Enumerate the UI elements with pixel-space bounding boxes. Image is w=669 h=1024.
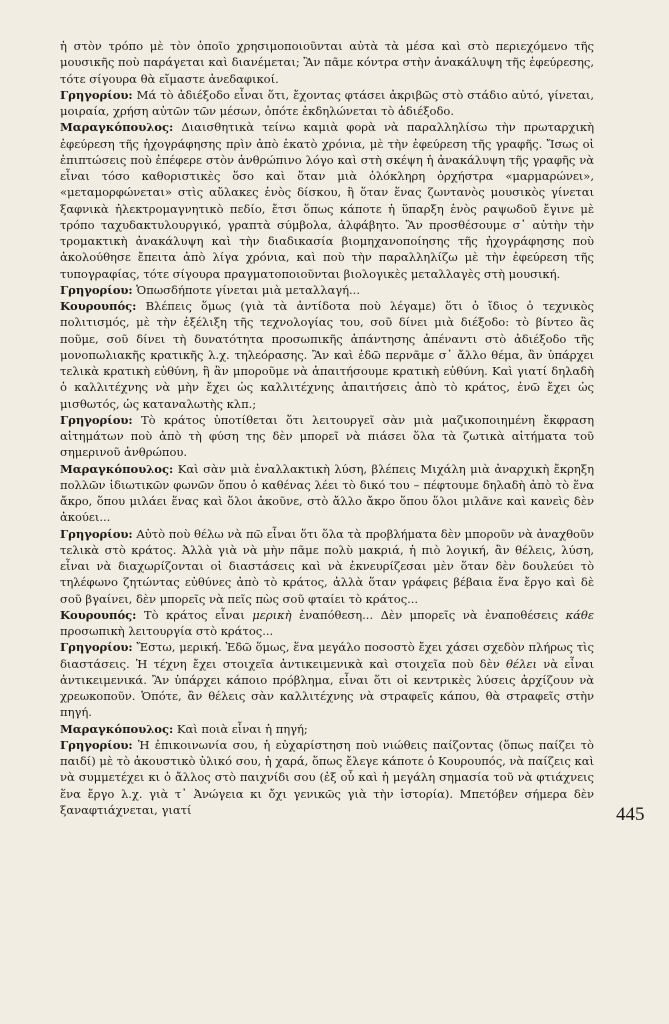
paragraph-text: Καὶ ποιὰ εἶναι ἡ πηγή; (173, 721, 308, 736)
paragraph-text: Αὐτὸ ποὺ θέλω νὰ πῶ εἶναι ὅτι ὅλα τὰ προβλήματα δὲν μποροῦν νὰ ἀναχθοῦν τελικὰ στὸ κράτος. Ἀλλὰ γιὰ νὰ μὴν πᾶμε πολὺ μακριά, ἡ πιὸ λογική, ἂν θέλεις, λύση, εἶναι νὰ διαχωρίζονται οἱ διαστάσεις καὶ νὰ ἐκνευρίζεσαι μὲν ὅταν δὲν δουλεύει τὸ τηλέφωνο ζητώντας εὐθύνες ἀπὸ τὸ κράτος, ἀλλὰ ὅταν γράφεις βέβαια ἕνα ἔργο καὶ δὲ σοῦ βγαίνει, δὲν μπορεῖς νὰ πεῖς πὼς σοῦ φταίει τὸ κράτος... (60, 526, 594, 606)
speaker-name: Γρηγορίου: (60, 737, 133, 752)
paragraph-text: Ὁπωσδήποτε γίνεται μιὰ μεταλλαγή... (132, 282, 360, 297)
speaker-name: Γρηγορίου: (60, 640, 133, 655)
speaker-name: Γρηγορίου: (60, 282, 133, 297)
paragraph-text: Τὸ κράτος ὑποτίθεται ὅτι λειτουργεῖ σὰν μιὰ μαζικοποιημένη ἔκφραση αἰτημάτων ποὺ ἀπὸ τὴ φύση της δὲν μπορεῖ νὰ πιάσει ὅλα τὰ ζωτικὰ αἰτήματα τοῦ σημερινοῦ ἀνθρώπου. (60, 412, 594, 460)
dialogue-paragraph (60, 721, 594, 737)
dialogue-paragraph (60, 607, 594, 640)
dialogue-paragraph (60, 87, 594, 120)
paragraph-text: Ἡ ἐπικοινωνία σου, ἡ εὐχαρίστηση ποὺ νιώθεις παίζοντας (ὅπως παίζει τὸ παιδί) μὲ τὸ ἀκουστικὸ ὑλικό σου, ἡ χαρά, ὅπως ἔλεγε κάποτε ὁ Κουρουπός, νὰ παίζεις καὶ νὰ συμμετέχει κι ὁ ἄλλος στὸ παιχνίδι σου (ἐξ οὗ καὶ ἡ μεγάλη σημασία τοῦ νὰ φτιάχνεις ἕνα ἔργο λ.χ. γιὰ τ᾽ Ἀνώγεια κι ὄχι γενικῶς γιὰ τὴν ἱστορία). Μπετόβεν σήμερα δὲν ξαναφτιάχνεται, γιατί (60, 737, 594, 817)
emphasized-text: κάθε (565, 607, 594, 622)
paragraph-text: ἐναπόθεση... Δὲν μπορεῖς νὰ ἐναποθέσεις (291, 607, 566, 622)
dialogue-paragraph (60, 526, 594, 607)
speaker-name: Κουρουπός: (60, 299, 137, 313)
paragraph-text: νὰ εἶναι ἀντικειμενικά. Ἂν ὑπάρχει κάποιο πρόβλημα, εἶναι ὅτι οἱ κεντρικὲς λύσεις ἀρχίζουν νὰ χρεωκοποῦν. Ὁπότε, ἂν θέλεις σὰν καλλιτέχνης νὰ στραφεῖς κάπου, θὰ στραφεῖς στὴν πηγή. (60, 656, 594, 720)
paragraph-text: Τὸ κράτος εἶναι (136, 607, 253, 622)
dialogue-paragraph (60, 38, 594, 87)
speaker-name: Γρηγορίου: (60, 412, 133, 427)
dialogue-paragraph (60, 639, 594, 720)
speaker-name: Μαραγκόπουλος: (60, 721, 174, 736)
speaker-name: Γρηγορίου: (60, 526, 133, 541)
emphasized-text: μερικὴ (252, 607, 292, 622)
dialogue-paragraph (60, 461, 594, 526)
speaker-name: Γρηγορίου: (60, 87, 133, 102)
paragraph-text: Καὶ σὰν μιὰ ἐναλλακτικὴ λύση, βλέπεις Μιχάλη μιὰ ἀναρχικὴ ἔκρηξη πολλῶν ἰδιωτικῶν φωνῶν ὅπου ὁ καθένας λέει τὸ δικό του – πέφτουμε δηλαδὴ ἀπὸ τὸ ἕνα ἄκρο, ὅπου μιλάει ἕνας καὶ ὅλοι ἀκοῦνε, στὸ ἄλλο ἄκρο ὅπου ὅλοι μιλᾶνε καὶ κανεὶς δὲν ἀκούει... (60, 461, 594, 525)
dialogue-paragraph (60, 737, 594, 818)
paragraph-text: Διαισθητικὰ τείνω καμιὰ φορὰ νὰ παραλληλίσω τὴν πρωταρχικὴ ἐφεύρεση τῆς ἠχογράφησης πρὶν ἀπὸ ἑκατὸ χρόνια, μὲ τὴν ἐφεύρεση τῆς γραφῆς. Ἴσως οἱ ἐπιπτώσεις ποὺ ἐπέφερε στὸν ἀνθρώπινο λόγο καὶ στὴ σκέψη ἡ ἀνακάλυψη τῆς γραφῆς νὰ εἶναι τόσο καθοριστικὲς ὅσο καὶ ὅταν μιὰ ὁλόκληρη ὀρχήστρα «μαρμαρώνει», «μεταμορφώνεται» στὶς αὔλακες ἑνὸς δίσκου, ἢ ὅταν ἕνας ζωντανὸς μουσικὸς γίνεται ξαφνικὰ ἠλεκτρομαγνητικὸ πεδίο, ἔτσι ὅπως κάποτε ἡ ὕπαρξη ἑνὸς ραψωδοῦ ἔγινε μὲ τρόπο ταχυδακτυλουργικό, γραπτὰ σύμβολα, ἀλφάβητο. Ἂν προσθέσουμε σ᾽ αὐτὴν τὴν τρομακτικὴ ἀνακάλυψη καὶ τὴν διαδικασία βιομηχανοποίησης τῆς ἠχογράφησης ποὺ ἀκολούθησε ἔπειτα ἀπὸ λίγα χρόνια, καὶ ποὺ τὴν παραλληλίζω μὲ τὴν ἐφεύρεση τῆς τυπογραφίας, τότε σίγουρα πραγματοποιοῦνται βιολογικὲς μεταλλαγὲς στὴ μουσική. (60, 120, 594, 281)
dialogue-paragraph (60, 412, 594, 461)
paragraph-text: ἡ στὸν τρόπο μὲ τὸν ὁποῖο χρησιμοποιοῦνται αὐτὰ τὰ μέσα καὶ στὸ περιεχόμενο τῆς μουσικῆς ποὺ παράγεται καὶ διανέμεται; Ἂν πᾶμε κόντρα στὴν ἀνακάλυψη τῆς ἐφεύρεσης, τότε σίγουρα θὰ εἴμαστε ἀνεδαφικοί. (60, 39, 594, 86)
paragraph-text: Ἔστω, μερική. Ἐδῶ ὅμως, ἕνα μεγάλο ποσοστὸ ἔχει χάσει σχεδὸν πλήρως τὶς διαστάσεις. Ἡ τέχνη ἔχει στοιχεῖα ἀντικειμενικὰ καὶ στοιχεῖα ποὺ δὲν (60, 640, 594, 671)
paragraph-text: προσωπικὴ λειτουργία στὸ κράτος... (60, 624, 274, 638)
paragraph-text: Μά τὸ ἀδιέξοδο εἶναι ὅτι, ἔχοντας φτάσει ἀκριβῶς στὸ στάδιο αὐτό, γίνεται, μοιραία, χρήση αὐτῶν τῶν μέσων, ὁπότε ἐκδηλώνεται τὸ ἀδιέξοδο. (60, 87, 594, 118)
emphasized-text: θέλει (505, 656, 538, 671)
speaker-name: Κουρουπός: (60, 607, 137, 622)
paragraph-text: Βλέπεις ὅμως (γιὰ τὰ ἀντίδοτα ποὺ λέγαμε) ὅτι ὁ ἴδιος ὁ τεχνικὸς πολιτισμός, μὲ τὴν ἐξέλιξη τῆς τεχνολογίας του, σοῦ δίνει μιὰ διέξοδο: τὸ βίντεο ἂς ποῦμε, σοῦ δίνει τὴ δυνατότητα προσωπικῆς ἀπάντησης ἀπέναντι στὸ ἀδιέξοδο τῆς μονοπωλιακῆς κρατικῆς λ.χ. τηλεόρασης. Ἂν καὶ ἐδῶ περνᾶμε σ᾽ ἄλλο θέμα, ἂν ὑπάρχει τελικὰ κρατικὴ εὐθύνη, ἢ ἂν μποροῦμε νὰ ἀπαιτήσουμε κρατικὴ εὐθύνη. Καὶ γιατί δηλαδὴ ὁ καλλιτέχνης νὰ μὴν ἔχει ὡς καλλιτέχνης ἀπαιτήσεις ἀπὸ τὸ κράτος, ἐνῶ ἔχει ὡς μισθωτός, ὡς καταναλωτὴς κλπ.; (60, 299, 594, 411)
book-page-text (60, 38, 594, 818)
dialogue-paragraph (60, 298, 594, 412)
dialogue-paragraph (60, 282, 594, 298)
dialogue-paragraph (60, 119, 594, 282)
speaker-name: Μαραγκόπουλος: (60, 120, 174, 135)
speaker-name: Μαραγκόπουλος: (60, 461, 174, 476)
page-number: 445 (616, 804, 645, 825)
